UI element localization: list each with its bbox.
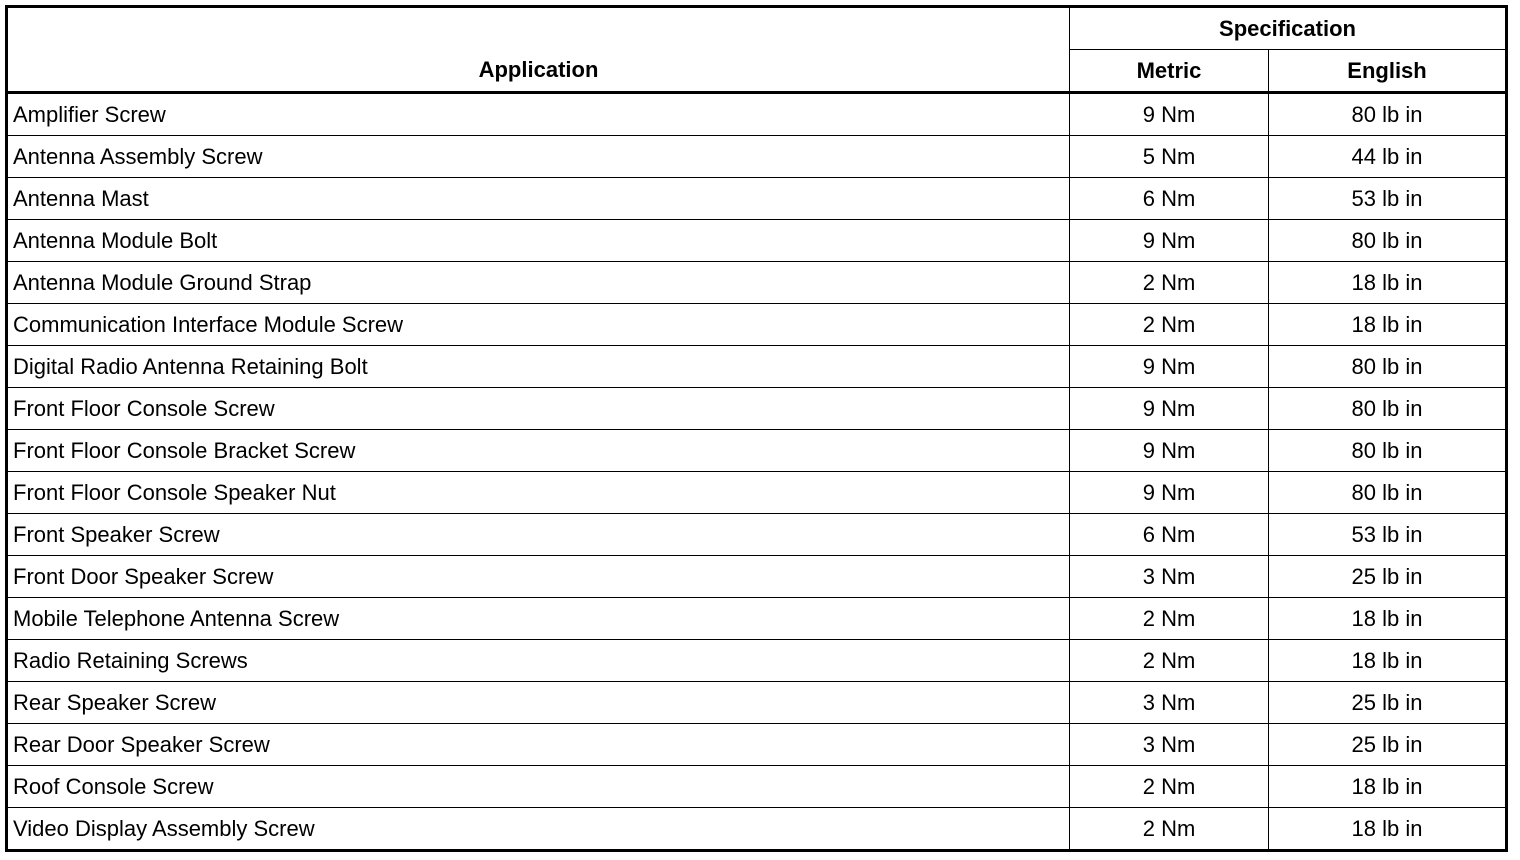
metric-header: Metric [1070, 50, 1269, 93]
application-cell: Rear Speaker Screw [7, 682, 1070, 724]
metric-cell: 5 Nm [1070, 136, 1269, 178]
table-row [7, 766, 1507, 808]
metric-cell: 9 Nm [1070, 430, 1269, 472]
english-cell: 25 lb in [1269, 556, 1507, 598]
application-header: Application [7, 7, 1070, 93]
application-cell: Video Display Assembly Screw [7, 808, 1070, 851]
metric-cell: 3 Nm [1070, 556, 1269, 598]
table-row [7, 598, 1507, 640]
application-cell: Antenna Module Bolt [7, 220, 1070, 262]
english-cell: 25 lb in [1269, 724, 1507, 766]
metric-cell: 6 Nm [1070, 514, 1269, 556]
english-cell: 80 lb in [1269, 93, 1507, 136]
metric-cell: 6 Nm [1070, 178, 1269, 220]
table-row [7, 262, 1507, 304]
metric-cell: 2 Nm [1070, 262, 1269, 304]
application-cell: Antenna Mast [7, 178, 1070, 220]
table-row [7, 472, 1507, 514]
english-cell: 53 lb in [1269, 514, 1507, 556]
application-cell: Radio Retaining Screws [7, 640, 1070, 682]
english-cell: 18 lb in [1269, 598, 1507, 640]
table-row [7, 178, 1507, 220]
english-cell: 25 lb in [1269, 682, 1507, 724]
specification-header: Specification [1070, 7, 1507, 50]
table-row [7, 724, 1507, 766]
application-cell: Amplifier Screw [7, 93, 1070, 136]
application-cell: Roof Console Screw [7, 766, 1070, 808]
header-row-top [7, 7, 1507, 50]
english-cell: 80 lb in [1269, 472, 1507, 514]
english-cell: 18 lb in [1269, 640, 1507, 682]
table-row [7, 640, 1507, 682]
table-row [7, 430, 1507, 472]
metric-cell: 9 Nm [1070, 220, 1269, 262]
english-cell: 18 lb in [1269, 766, 1507, 808]
application-cell: Front Floor Console Screw [7, 388, 1070, 430]
english-cell: 18 lb in [1269, 304, 1507, 346]
table-row [7, 220, 1507, 262]
metric-cell: 2 Nm [1070, 808, 1269, 851]
application-cell: Front Floor Console Bracket Screw [7, 430, 1070, 472]
metric-cell: 9 Nm [1070, 472, 1269, 514]
table-row [7, 93, 1507, 136]
metric-cell: 3 Nm [1070, 682, 1269, 724]
fastener-spec-table [5, 5, 1508, 852]
english-cell: 80 lb in [1269, 388, 1507, 430]
application-cell: Antenna Module Ground Strap [7, 262, 1070, 304]
table-body [7, 93, 1507, 851]
application-cell: Digital Radio Antenna Retaining Bolt [7, 346, 1070, 388]
table-header [7, 7, 1507, 93]
metric-cell: 9 Nm [1070, 388, 1269, 430]
metric-cell: 9 Nm [1070, 93, 1269, 136]
metric-cell: 2 Nm [1070, 304, 1269, 346]
metric-cell: 9 Nm [1070, 346, 1269, 388]
english-cell: 18 lb in [1269, 262, 1507, 304]
english-cell: 18 lb in [1269, 808, 1507, 851]
metric-cell: 2 Nm [1070, 640, 1269, 682]
table-row [7, 136, 1507, 178]
table-row [7, 556, 1507, 598]
english-header: English [1269, 50, 1507, 93]
table-row [7, 388, 1507, 430]
english-cell: 80 lb in [1269, 346, 1507, 388]
table-row [7, 346, 1507, 388]
metric-cell: 2 Nm [1070, 766, 1269, 808]
english-cell: 44 lb in [1269, 136, 1507, 178]
table-row [7, 682, 1507, 724]
metric-cell: 2 Nm [1070, 598, 1269, 640]
application-cell: Front Speaker Screw [7, 514, 1070, 556]
application-cell: Rear Door Speaker Screw [7, 724, 1070, 766]
table-row [7, 304, 1507, 346]
application-cell: Communication Interface Module Screw [7, 304, 1070, 346]
english-cell: 80 lb in [1269, 220, 1507, 262]
table-row [7, 808, 1507, 851]
table-row [7, 514, 1507, 556]
metric-cell: 3 Nm [1070, 724, 1269, 766]
application-cell: Antenna Assembly Screw [7, 136, 1070, 178]
english-cell: 80 lb in [1269, 430, 1507, 472]
application-cell: Mobile Telephone Antenna Screw [7, 598, 1070, 640]
application-cell: Front Door Speaker Screw [7, 556, 1070, 598]
application-cell: Front Floor Console Speaker Nut [7, 472, 1070, 514]
english-cell: 53 lb in [1269, 178, 1507, 220]
